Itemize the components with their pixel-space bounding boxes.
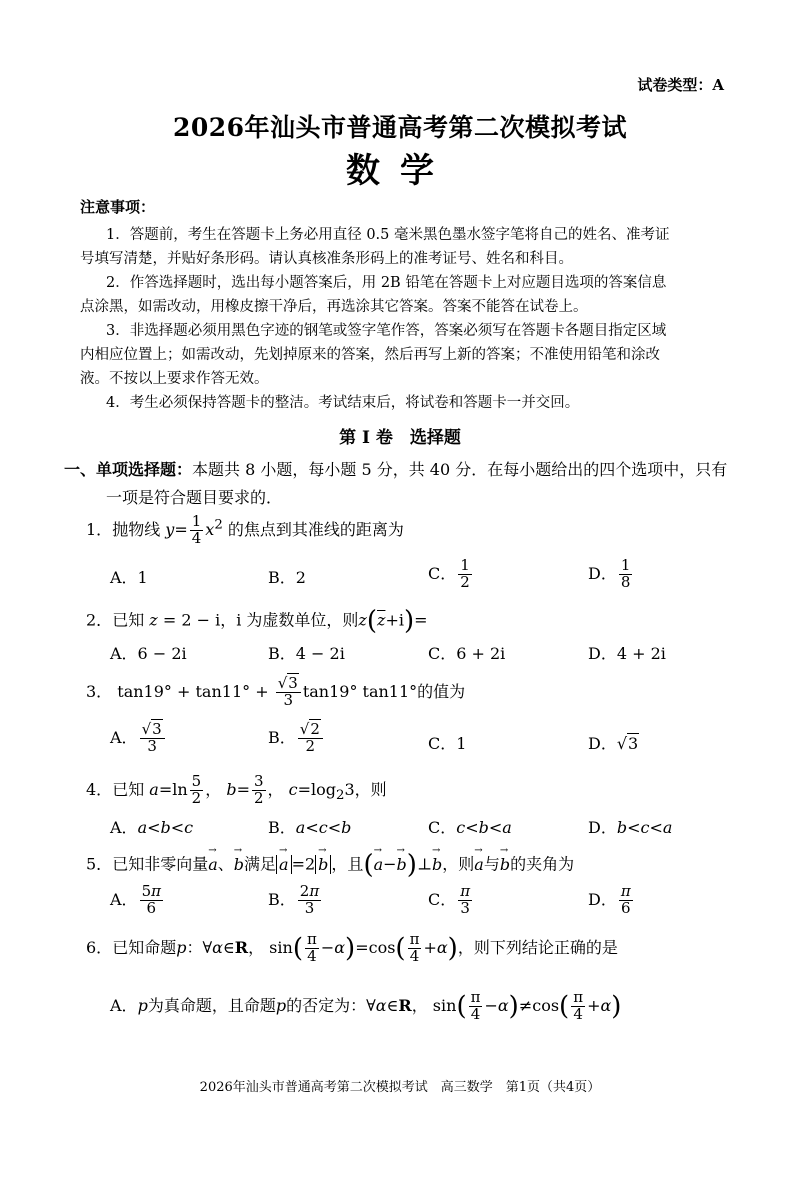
question-text: ，则	[442, 854, 475, 874]
part-label: 一、单项选择题：	[64, 460, 193, 479]
math-fraction: $\frac{√3}{3}$	[276, 676, 301, 709]
option-label: C．	[428, 563, 457, 583]
option-label: C．	[428, 889, 457, 909]
option-label: A．	[110, 889, 138, 909]
question-6: 6．已知命题p：∀α∈R， sin( $\frac{\pi}{4}$ −α)=cos( $\frac{\pi}{4}$ +α)，则下列结论正确的是	[86, 930, 618, 965]
math-fraction: $\frac{1}{4}$	[191, 512, 202, 547]
option-b: B． $\frac{2\pi}{3}$	[268, 882, 320, 917]
option-b: B．4 − 2i	[268, 644, 345, 663]
question-text: ，且	[331, 854, 364, 874]
option-d: D．√3	[588, 734, 639, 753]
option-b: B．a<c<b	[268, 818, 352, 837]
math: x	[205, 519, 215, 539]
question-text: ，则下列结论正确的是	[457, 937, 618, 957]
notice-line: 3．非选择题必须用黑色字迹的钢笔或签字笔作答，答案必须写在答题卡各题目指定区域	[106, 323, 667, 339]
option-b: B． $\frac{√2}{2}$	[268, 722, 325, 755]
option-d	[588, 558, 634, 591]
option-d: D． $\frac{\pi}{6}$	[588, 882, 631, 917]
option-a: A．1	[110, 568, 148, 587]
question-text: ，则	[354, 779, 387, 799]
question-text: 满足	[244, 854, 277, 874]
question-text: 已知命题	[112, 937, 177, 957]
option-c	[428, 558, 474, 591]
notice-line: 内相应位置上；如需改动，先划掉原来的答案，然后再写上新的答案；不准使用铅笔和涂改	[80, 347, 660, 363]
question-number: 5．	[86, 854, 113, 874]
notice-heading: 注意事项：	[80, 198, 156, 216]
question-3: 3． tan19° + tan11° + $\frac{√3}{3}$ tan19° tan11°的值为	[86, 674, 466, 709]
option-label: D．	[588, 563, 617, 583]
question-text: 已知	[112, 610, 145, 630]
option-label: A．	[110, 995, 138, 1015]
notice-line: 液。不按以上要求作答无效。	[80, 371, 269, 387]
question-text: 、	[217, 854, 234, 874]
question-1: 1．抛物线 y= $\frac{1}{4}$ $x^2$ 的焦点到其准线的距离为	[86, 512, 404, 547]
option-label: A．	[110, 818, 138, 837]
part-instruction-cont: 一项是符合题目要求的．	[106, 488, 283, 507]
question-number: 2．	[86, 610, 113, 630]
option-c: C．c<b<a	[428, 818, 512, 837]
option-label: B．	[268, 818, 296, 837]
page-footer: 2026年汕头市普通高考第二次模拟考试 高三数学 第1页（共4页）	[199, 1080, 601, 1095]
math: y	[165, 519, 175, 539]
option-label: C．	[428, 818, 457, 837]
option-text: 为真命题，且命题	[147, 995, 276, 1015]
question-text: 的值为	[417, 681, 466, 701]
exam-title: 2026年汕头市普通高考第二次模拟考试	[172, 113, 628, 142]
option-text: 的否定为：	[286, 995, 367, 1015]
section-title: 第 I 卷 选择题	[339, 428, 461, 448]
question-text: 的夹角为	[510, 854, 575, 874]
question-text: 已知	[112, 779, 145, 799]
option-a: A． $\frac{√3}{3}$	[110, 722, 167, 755]
notice-line: 号填写清楚，并贴好条形码。请认真核准条形码上的准考证号、姓名和科目。	[80, 251, 573, 267]
option-label: A．	[110, 727, 138, 747]
question-4: 4．已知 a=ln $\frac{5}{2}$ ， b= $\frac{3}{2}$ ， $c=\log_23$，则	[86, 772, 387, 807]
option-label: D．	[588, 818, 617, 837]
question-text: 的焦点到其准线的距离为	[227, 519, 404, 539]
notice-line: 2．作答选择题时，选出每小题答案后，用 2B 铅笔在答题卡上对应题目选项的答案信息	[106, 275, 667, 291]
question-text: 已知非零向量	[112, 854, 209, 874]
subject-title: 数学	[346, 151, 454, 191]
part-text: 本题共 8 小题，每小题 5 分，共 40 分．在每小题给出的四个选项中，只有	[192, 460, 728, 479]
question-5: 5．已知非零向量→ a、→ b满足 → a =2 → b ，且(→ a−→ b)⊥→ b，则→ a与→ b的夹角为	[86, 852, 574, 878]
option-label: D．	[588, 889, 617, 909]
option-label: D．	[588, 734, 617, 753]
question-number: 6．	[86, 937, 113, 957]
option-a: A．6 − 2i	[110, 644, 187, 663]
option-d: D．b<c<a	[588, 818, 673, 837]
part-instruction	[64, 460, 727, 480]
question-number: 3．	[86, 681, 113, 701]
option-a: A．a<b<c	[110, 818, 194, 837]
question-2: 2．已知 z = 2 − i，i 为虚数单位，则$z(\overline{z}+i)=$	[86, 606, 428, 636]
question-text: ，i 为虚数单位，则	[220, 610, 359, 630]
option-a: A． $\frac{5\pi}{6}$	[110, 882, 161, 917]
option-c: C． $\frac{\pi}{3}$	[428, 882, 471, 917]
option-a: A．p为真命题，且命题p的否定为：∀α∈R， sin( $\frac{\pi}{4}$ −α)≠cos( $\frac{\pi}{4}$ +α)	[110, 988, 622, 1023]
option-label: B．	[268, 727, 296, 747]
math-fraction: $\frac{1}{8}$	[620, 556, 631, 591]
option-b: B．2	[268, 568, 306, 587]
math-fraction: $\frac{1}{2}$	[460, 556, 470, 591]
question-text: 与	[483, 854, 500, 874]
question-text: 抛物线	[112, 519, 161, 539]
option-c: C．6 + 2i	[428, 644, 506, 663]
notice-line: 1．答题前，考生在答题卡上务必用直径 0.5 毫米黑色墨水签字笔将自己的姓名、准考证	[106, 227, 670, 243]
option-label: B．	[268, 889, 296, 909]
notice-line: 点涂黑，如需改动，用橡皮擦干净后，再选涂其它答案。答案不能答在试卷上。	[80, 299, 588, 315]
option-c: C．1	[428, 734, 467, 753]
option-d: D．4 + 2i	[588, 644, 666, 663]
question-number: 4．	[86, 779, 113, 799]
notice-line: 4．考生必须保持答题卡的整洁。考试结束后，将试卷和答题卡一并交回。	[106, 395, 580, 411]
question-number: 1．	[86, 519, 113, 539]
paper-type-label: 试卷类型：A	[637, 76, 724, 94]
